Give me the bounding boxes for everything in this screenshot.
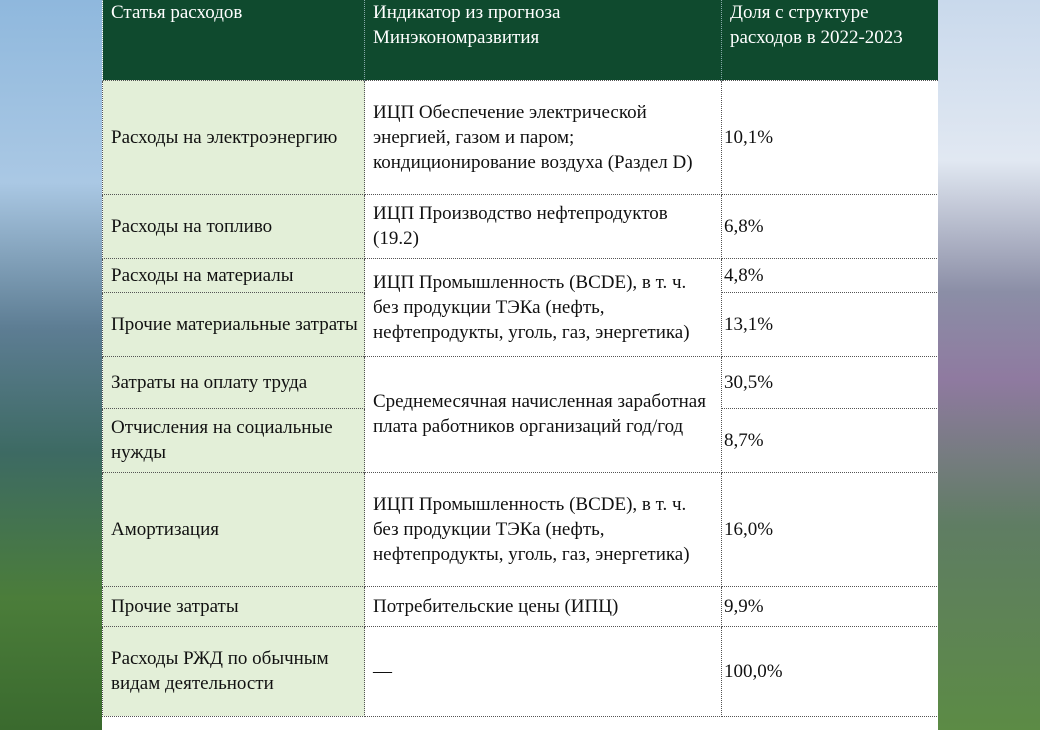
cell-item: Прочие затраты [103, 586, 365, 626]
header-cell-item: Статья расходов [103, 0, 365, 80]
header-cell-share: Доля с структуре расходов в 2022-2023 [722, 0, 939, 80]
table-row [103, 472, 939, 586]
table-row [103, 626, 939, 716]
cell-share: 10,1% [722, 80, 939, 194]
document-page [102, 0, 938, 730]
cell-indicator: — [365, 626, 722, 716]
table-row [103, 80, 939, 194]
expense-table [102, 0, 938, 717]
cell-share: 16,0% [722, 472, 939, 586]
cell-indicator: ИЦП Промышленность (BCDE), в т. ч. без продукции ТЭКа (нефть, нефтепродукты, уголь, газ, энергетика) [365, 258, 722, 356]
cell-indicator: Среднемесячная начисленная заработная плата работников организаций год/год [365, 356, 722, 472]
background-right [938, 0, 1040, 730]
table-row [103, 194, 939, 258]
cell-indicator: ИЦП Производство нефтепродуктов (19.2) [365, 194, 722, 258]
cell-item: Расходы РЖД по обычным видам деятельности [103, 626, 365, 716]
table-header-row [103, 0, 939, 80]
cell-share: 6,8% [722, 194, 939, 258]
background-left [0, 0, 102, 730]
cell-item: Расходы на электроэнергию [103, 80, 365, 194]
cell-share: 100,0% [722, 626, 939, 716]
cell-item: Прочие материальные затраты [103, 292, 365, 356]
cell-item: Затраты на оплату труда [103, 356, 365, 408]
cell-item: Расходы на материалы [103, 258, 365, 292]
cell-indicator: ИЦП Обеспечение электрической энергией, газом и паром; кондиционирование воздуха (Раздел D) [365, 80, 722, 194]
cell-share: 4,8% [722, 258, 939, 292]
cell-item: Амортизация [103, 472, 365, 586]
table-row [103, 258, 939, 292]
cell-share: 8,7% [722, 408, 939, 472]
table-row [103, 586, 939, 626]
header-cell-indicator: Индикатор из прогноза Минэкономразвития [365, 0, 722, 80]
cell-item: Отчисления на социальные нужды [103, 408, 365, 472]
cell-indicator: ИЦП Промышленность (BCDE), в т. ч. без продукции ТЭКа (нефть, нефтепродукты, уголь, газ, энергетика) [365, 472, 722, 586]
table-row [103, 356, 939, 408]
cell-share: 30,5% [722, 356, 939, 408]
cell-item: Расходы на топливо [103, 194, 365, 258]
cell-share: 9,9% [722, 586, 939, 626]
cell-indicator: Потребительские цены (ИПЦ) [365, 586, 722, 626]
cell-share: 13,1% [722, 292, 939, 356]
